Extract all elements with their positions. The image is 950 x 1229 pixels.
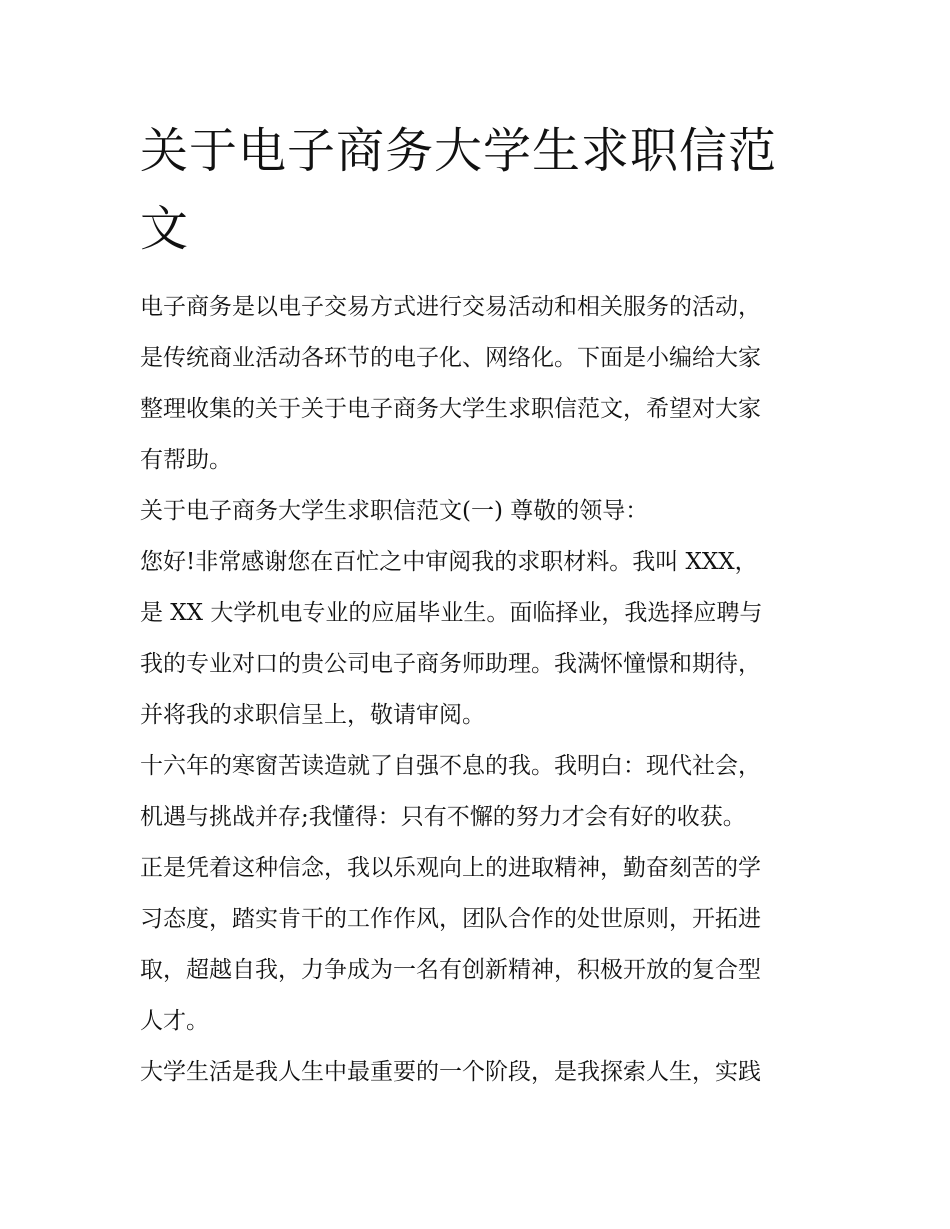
paragraph-line: 您好!非常感谢您在百忙之中审阅我的求职材料。我叫 XXX， (140, 549, 758, 575)
paragraph-greeting (140, 537, 820, 741)
document-title (140, 112, 820, 268)
paragraph-line: 并将我的求职信呈上，敬请审阅。 (140, 702, 485, 728)
paragraph-college-life (140, 1047, 820, 1098)
paragraph-line: 大学生活是我人生中最重要的一个阶段，是我探索人生，实践 (140, 1059, 761, 1085)
paragraph-line: 关于电子商务大学生求职信范文(一) 尊敬的领导： (140, 498, 649, 524)
paragraph-line: 机遇与挑战并存;我懂得：只有不懈的努力才会有好的收获。 (140, 804, 746, 830)
document-body (140, 282, 820, 1098)
paragraph-line: 电子商务是以电子交易方式进行交易活动和相关服务的活动， (140, 294, 761, 320)
paragraph-line: 十六年的寒窗苦读造就了自强不息的我。我明白：现代社会， (140, 753, 761, 779)
title-line-2: 文 (140, 201, 190, 257)
paragraph-line: 取，超越自我，力争成为一名有创新精神，积极开放的复合型 (140, 957, 761, 983)
paragraph-line: 人才。 (140, 1008, 209, 1034)
paragraph-intro (140, 282, 820, 486)
paragraph-salutation (140, 486, 820, 537)
paragraph-line: 是 XX 大学机电专业的应届毕业生。面临择业，我选择应聘与 (140, 600, 763, 626)
paragraph-line: 习态度，踏实肯干的工作作风，团队合作的处世原则，开拓进 (140, 906, 761, 932)
title-line-1: 关于电子商务大学生求职信范 (140, 123, 778, 179)
paragraph-line: 整理收集的关于关于电子商务大学生求职信范文，希望对大家 (140, 396, 761, 422)
paragraph-line: 是传统商业活动各环节的电子化、网络化。下面是小编给大家 (140, 345, 761, 371)
paragraph-line: 有帮助。 (140, 447, 232, 473)
paragraph-line: 正是凭着这种信念，我以乐观向上的进取精神，勤奋刻苦的学 (140, 855, 761, 881)
paragraph-study (140, 741, 820, 1047)
paragraph-line: 我的专业对口的贵公司电子商务师助理。我满怀憧憬和期待， (140, 651, 761, 677)
